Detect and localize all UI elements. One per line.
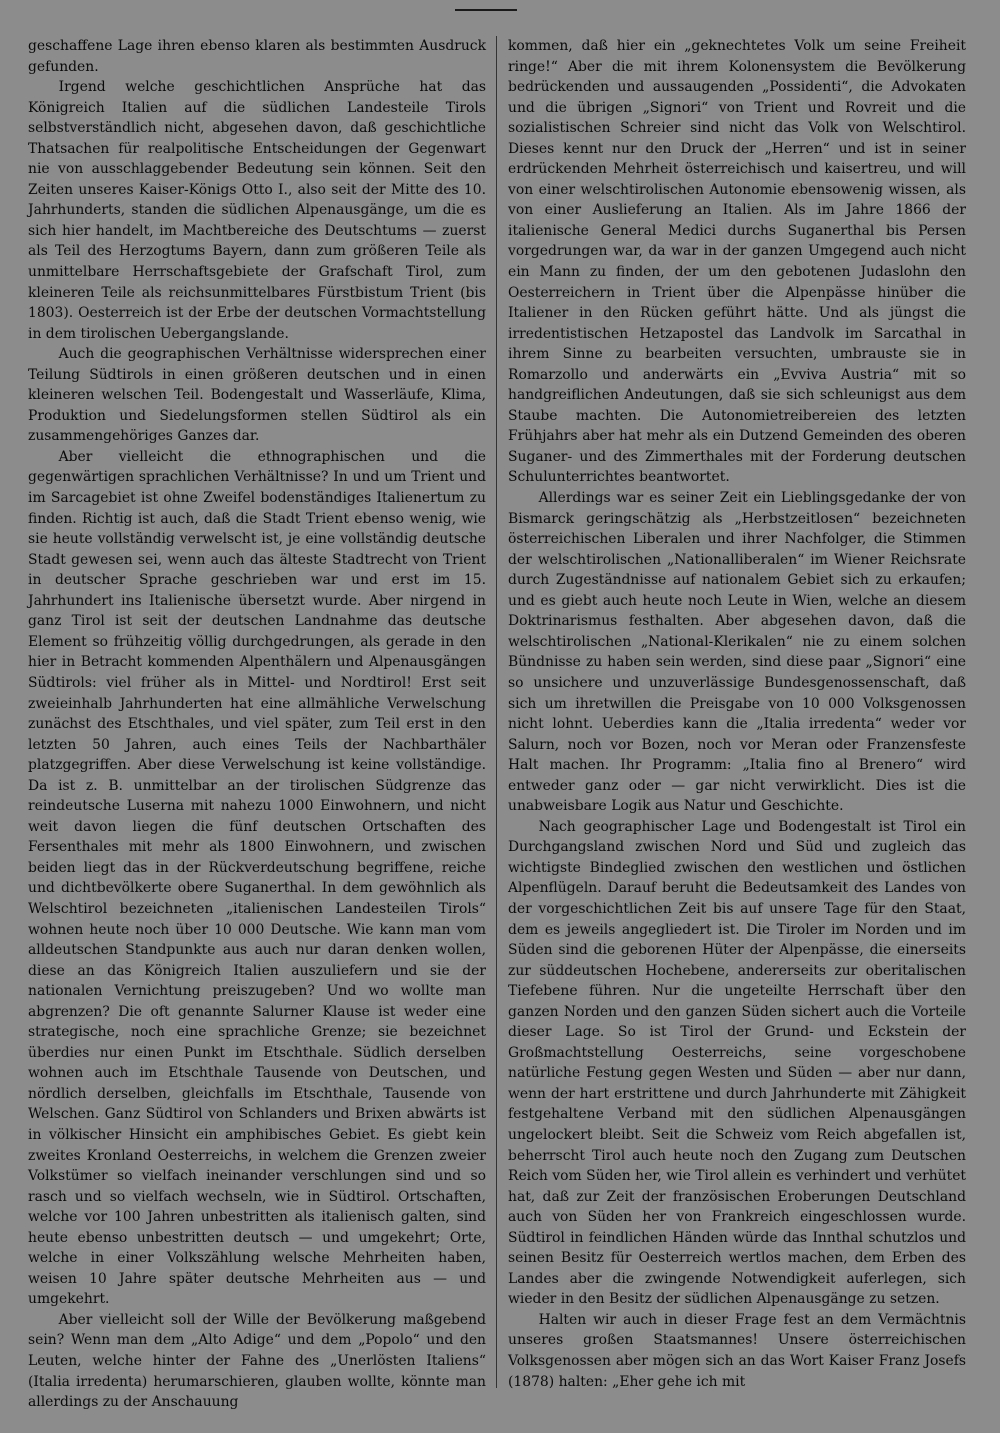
paragraph: Aber vielleicht die ethnographischen und die gegenwärtigen sprachlichen Verhältnisse? In und um Trient und im Sarcagebiet ist ohne Zweifel bodenständiges Italienertum zu finden. Richtig ist auch, daß die Stadt Trient ebenso wenig, wie sie heute vollständig verwelscht ist, je eine vollständig deutsche Stadt gewesen sei, wenn auch das älteste Stadtrecht von Trient in deutscher Sprache geschrieben war und erst im 15. Jahrhundert ins Italienische übersetzt wurde. Aber nirgend in ganz Tirol ist seit der deutschen Landnahme das deutsche Element so frühzeitig völlig durchgedrungen, als gerade in den hier in Betracht kommenden Alpenthälern und Alpenausgängen Südtirols: viel früher als in Mittel- und Nordtirol! Erst seit zweieinhalb Jahrhunderten hat eine allmähliche Verwelschung zunächst des Etschthales, und viel später, zum Teil erst in den letzten 50 Jahren, auch eines Teils der Nachbarthäler platzgegriffen. Aber diese Verwelschung ist keine vollständige. Da ist z. B. unmittelbar an der tirolischen Südgrenze das reindeutsche Luserna mit nahezu 1000 Einwohnern, und nicht weit davon liegen die fünf deutschen Ortschaften des Fersenthales mit mehr als 1800 Einwohnern, und zwischen beiden liegt das in der Rückverdeutschung begriffene, reiche und dichtbevölkerte obere Suganerthal. In dem gewöhnlich als Welschtirol bezeichneten „italienischen Landesteilen Tirols“ wohnen heute noch über 10 000 Deutsche. Wie kann man vom alldeutschen Standpunkte aus auch nur daran denken wollen, diese an das Königreich Italien auszuliefern und sie der nationalen Vernichtung preiszugeben? Und wo wollte man abgrenzen? Die oft genannte Salurner Klause ist weder eine strategische, noch eine sprachliche Grenze; sie bezeichnet überdies nur einen Punkt im Etschthale. Südlich derselben wohnen auch im Etschthale Tausende von Deutschen, und nördlich derselben, gleichfalls im Etschthale, Tausende von Welschen. Ganz Südtirol von Schlanders und Brixen abwärts ist in völkischer Hinsicht ein amphibisches Gebiet. Es giebt kein zweites Kronland Oesterreichs, in welchem die Grenzen zweier Volkstümer so vielfach ineinander verschlungen sind und so rasch und so vielfach wechseln, wie in Südtirol. Ortschaften, welche vor 100 Jahren unbestritten als italienisch galten, sind heute ebenso unbestritten deutsch — und umgekehrt; Orte, welche in einer Volkszählung welsche Mehrheiten haben, weisen 10 Jahre später deutsche Mehrheiten aus — und umgekehrt. (28, 448, 486, 1308)
right-column (508, 36, 966, 1396)
paragraph: Aber vielleicht soll der Wille der Bevölkerung maßgebend sein? Wenn man dem „Alto Adige“ und dem „Popolo“ und den Leuten, welche hinter der Fahne des „Unerlösten Italiens“ (Italia irredenta) herumarschieren, glauben wollte, könnte man allerdings zu der Anschauung (28, 1311, 486, 1411)
paragraph: kommen, daß hier ein „geknechtetes Volk um seine Freiheit ringe!“ Aber die mit ihrem Kolonensystem die Bevölkerung bedrückenden und aussaugenden „Possidenti“, die Advokaten und die übrigen „Signori“ von Trient und Rovreit und die sozialistischen Schreier sind nicht das Volk von Welschtirol. Dieses kennt nur den Druck der „Herren“ und ist in seiner erdrückenden Mehrheit österreichisch und kaisertreu, und will von einer welschtirolischen Autonomie ebensowenig wissen, als von einer Auslieferung an Italien. Als im Jahre 1866 der italienische General Medici durchs Suganerthal bis Persen vorgedrungen war, da war in der ganzen Umgegend auch nicht ein Mann zu finden, der um den gebotenen Judaslohn den Oesterreichern in Trient über die Alpenpässe hinüber die Italiener in den Rücken geführt hätte. Und als jüngst die irredentistischen Hetzapostel das Landvolk im Sarcathal in ihrem Sinne zu bearbeiten versuchten, umbrauste sie in Romarzollo und anderwärts ein „Evviva Austria“ mit so handgreiflichen Andeutungen, daß sie sich schleunigst aus dem Staube machten. Die Autonomietreibereien des letzten Frühjahrs aber hat mehr als ein Dutzend Gemeinden des oberen Suganer- und des Zimmerthales mit der Forderung deutschen Schulunterrichtes beantwortet. (508, 38, 966, 486)
paragraph: Allerdings war es seiner Zeit ein Lieblingsgedanke der von Bismarck geringschätzig als „Herbstzeitlosen“ bezeichneten österreichischen Liberalen und ihrer Nachfolger, die Stimmen der welschtirolischen „Nationalliberalen“ im Wiener Reichsrate durch Zugeständnisse auf nationalem Gebiet sich zu erkaufen; und es giebt auch heute noch Leute in Wien, welche an diesem Doktrinarismus festhalten. Aber abgesehen davon, daß die welschtirolischen „National-Klerikalen“ nie zu einem solchen Bündnisse zu haben sein werden, sind diese paar „Signori“ eine so unsichere und unzuverlässige Bundesgenossenschaft, daß sich um ihretwillen die Preisgabe von 10 000 Volksgenossen nicht lohnt. Ueberdies kann die „Italia irredenta“ weder vor Salurn, noch vor Bozen, noch vor Meran oder Franzensfeste Halt machen. Ihr Programm: „Italia fino al Brenero“ wird entweder ganz oder — gar nicht verwirklicht. Dies ist die unabweisbare Logik aus Natur und Geschichte. (508, 490, 966, 815)
paragraph: Nach geographischer Lage und Bodengestalt ist Tirol ein Durchgangsland zwischen Nord und Süd und zugleich das wichtigste Bindeglied zwischen den westlichen und östlichen Alpenflügeln. Darauf beruht die Bedeutsamkeit des Landes von der vorgeschichtlichen Zeit bis auf unsere Tage für den Staat, dem es jeweils angegliedert ist. Die Tiroler im Norden und im Süden sind die geborenen Hüter der Alpenpässe, die einerseits zur süddeutschen Hochebene, andererseits zur oberitalischen Tiefebene führen. Nur die ungeteilte Herrschaft über den ganzen Norden und den ganzen Süden sichert auch die Vorteile dieser Lage. So ist Tirol der Grund- und Eckstein der Großmachtstellung Oesterreichs, seine vorgeschobene natürliche Festung gegen Westen und Süden — aber nur dann, wenn der hart erstrittene und durch Jahrhunderte mit Zähigkeit festgehaltene Verband mit den südlichen Alpenausgängen ungelockert bleibt. Seit die Schweiz vom Reich abgefallen ist, beherrscht Tirol auch heute noch den Zugang zum Deutschen Reich vom Süden her, wie Tirol allein es verhindert und verhütet hat, daß zur Zeit der französischen Eroberungen Deutschland auch von Süden her von Frankreich eingeschlossen wurde. Südtirol in feindlichen Händen würde das Innthal schutzlos und seinen Besitz für Oesterreich wertlos machen, dem Erben des Landes aber die zwingende Notwendigkeit auferlegen, sich wieder in den Besitz der südlichen Alpenausgänge zu setzen. (508, 818, 966, 1308)
paragraph: Irgend welche geschichtlichen Ansprüche hat das Königreich Italien auf die südlichen Landesteile Tirols selbstverständlich nicht, abgesehen davon, daß geschichtliche Thatsachen für realpolitische Entscheidungen der Gegenwart nie von ausschlaggebender Bedeutung sein können. Seit den Zeiten unseres Kaiser-Königs Otto I., also seit der Mitte des 10. Jahrhunderts, standen die südlichen Alpenausgänge, um die es sich hier handelt, im Machtbereiche des Deutschtums — zuerst als Teil des Herzogtums Bayern, dann zum größeren Teile als unmittelbare Herrschaftsgebiete der Grafschaft Tirol, zum kleineren Teile als reichsunmittelbares Fürstbistum Trient (bis 1803). Oesterreich ist der Erbe der deutschen Vormachtstellung in dem tirolischen Uebergangslande. (28, 79, 486, 342)
column-divider (496, 36, 497, 1388)
paragraph: Auch die geographischen Verhältnisse widersprechen einer Teilung Südtirols in einen größeren deutschen und in einen kleineren welschen Teil. Bodengestalt und Wasserläufe, Klima, Produktion und Siedelungsformen stellen Südtirol als ein zusammengehöriges Ganzes dar. (28, 346, 486, 445)
paragraph: geschaffene Lage ihren ebenso klaren als bestimmten Ausdruck gefunden. (28, 38, 486, 75)
header-rule (455, 9, 517, 11)
paragraph: Halten wir auch in dieser Frage fest an dem Vermächtnis unseres großen Staatsmannes! Unsere österreichischen Volksgenossen aber mögen sich an das Wort Kaiser Franz Josefs (1878) halten: „Eher gehe ich mit (508, 1311, 966, 1390)
left-column (28, 36, 486, 1411)
